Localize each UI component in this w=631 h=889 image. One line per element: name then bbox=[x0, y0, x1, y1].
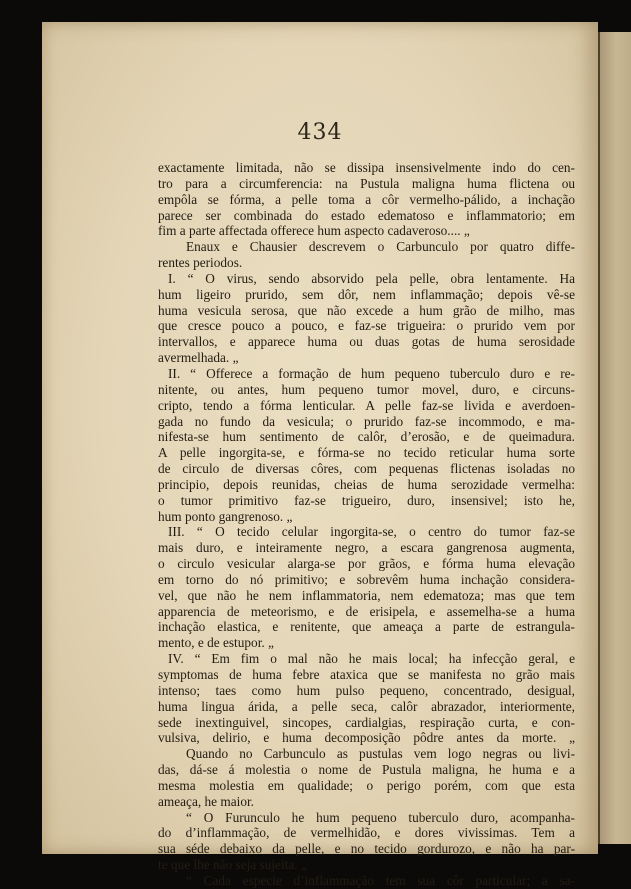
book-page bbox=[42, 22, 598, 888]
page-number: 434 bbox=[297, 120, 343, 145]
text-line: I. “ O virus, sendo absorvido pela pelle, obra lentamente. Ha bbox=[168, 270, 575, 286]
text-line: que cresce pouco a pouco, e faz-se trigueira: o prurido vem por bbox=[158, 318, 575, 334]
text-line: Quando no Carbunculo as pustulas vem logo negras ou livi- bbox=[186, 746, 575, 762]
text-line: mento, e de estupor. „ bbox=[158, 635, 274, 651]
text-line: intervallos, e apparece huma ou duas gotas de huma serosidade bbox=[158, 334, 575, 350]
text-line: huma vesicula serosa, que não excede a hum grão de milho, mas bbox=[158, 302, 575, 318]
text-line: III. “ O tecido celular ingorgita-se, o centro do tumor faz-se bbox=[168, 524, 575, 540]
text-line: empôla se fórma, a pelle toma a côr vermelho-pálido, a inchação bbox=[158, 191, 575, 207]
text-line: II. “ Offerece a formação de hum pequeno tuberculo duro e re- bbox=[168, 365, 575, 381]
text-line: intenso; taes como hum pulso pequeno, concentrado, desigual, bbox=[158, 682, 575, 698]
text-line: de circulo de diversas côres, com pequenas flictenas isoladas no bbox=[158, 461, 575, 477]
text-line: do d’inflammação, de vermelhidão, e dores vivissimas. Tem a bbox=[158, 825, 575, 841]
text-line: principio, depois reunidas, cheias de huma serozidade vermelha: bbox=[158, 476, 575, 492]
text-line: vel, que não he nem inflammatoria, nem edematoza; mas que tem bbox=[158, 587, 575, 603]
text-line: inchação elastica, e renitente, que ameaça a parte de estrangula- bbox=[158, 619, 575, 635]
text-line: cripto, tendo a fórma lenticular. A pelle faz-se livida e averdoen- bbox=[158, 397, 575, 413]
text-line: A pelle ingorgita-se, e fórma-se no tecido reticular huma sorte bbox=[158, 445, 575, 461]
adjacent-page-edge bbox=[598, 32, 631, 844]
text-line: nifesta-se hum sentimento de calôr, d’erosão, e de queimadura. bbox=[158, 429, 575, 445]
text-line: fim a parte affectada offerece hum aspecto cadaveroso.... „ bbox=[158, 223, 470, 239]
text-line: sede inextinguivel, sincopes, cardialgias, respiração curta, e con- bbox=[158, 714, 575, 730]
text-line: “ O Furunculo he hum pequeno tuberculo duro, acompanha- bbox=[186, 809, 575, 825]
text-line: vulsiva, delirio, e huma decomposição pôdre antes da morte. „ bbox=[158, 730, 575, 746]
text-line: o tumor primitivo faz-se trigueiro, duro, insensivel; isto he, bbox=[158, 492, 575, 508]
text-line: symptomas de huma febre ataxica que se manifesta no grão mais bbox=[158, 667, 575, 682]
text-line: das, dá-se á molestia o nome de Pustula maligna, he huma e a bbox=[158, 762, 575, 778]
text-line: hum ponto gangrenoso. „ bbox=[158, 508, 293, 524]
text-line: hum ligeiro prurido, sem dôr, nem inflammação; depois vê-se bbox=[158, 286, 575, 302]
text-line: mais duro, e inteiramente negro, a escara gangrenosa augmenta, bbox=[158, 540, 575, 556]
body-text bbox=[158, 160, 575, 889]
text-line: exactamente limitada, não se dissipa insensivelmente indo do cen- bbox=[158, 160, 575, 175]
text-line: huma lingua árida, a pelle seca, calôr abrazador, interiormente, bbox=[158, 698, 575, 714]
text-line: “ Cada especie d’inflammação tem sua côr particular; a sa- bbox=[186, 872, 575, 888]
text-line: gada no fundo da vesicula; o prurido faz-se incommodo, e ma- bbox=[158, 413, 575, 429]
text-line: tro para a circumferencia: na Pustula maligna huma flictena ou bbox=[158, 175, 575, 191]
text-line: IV. “ Em fim o mal não he mais local; ha infecção geral, e bbox=[168, 651, 575, 667]
text-line: rentes periodos. bbox=[158, 255, 243, 271]
text-line: sua séde debaixo da pelle, e no tecido gordurozo, e não ha par- bbox=[158, 841, 575, 857]
text-line: mesma molestia em qualidade; o perigo porém, com que esta bbox=[158, 777, 575, 793]
text-line: parece ser combinada do estado edematoso e inflammatorio; em bbox=[158, 207, 575, 223]
text-line: apparencia de meteorismo, e de erisipela, e assemelha-se a huma bbox=[158, 603, 575, 619]
text-line: avermelhada. „ bbox=[158, 350, 239, 366]
text-line: ameaça, he maior. bbox=[158, 793, 254, 809]
text-line: em torno do nó primitivo; e sobrevêm huma inchação considera- bbox=[158, 571, 575, 587]
text-line: te que lhe não seja sujeita. „ bbox=[158, 857, 307, 873]
text-line: Enaux e Chausier descrevem o Carbunculo por quatro diffe- bbox=[186, 239, 575, 255]
text-line: o circulo vesicular alarga-se por grãos, e fórma huma elevação bbox=[158, 556, 575, 572]
text-line: nitente, ou antes, hum pequeno tumor movel, duro, e circuns- bbox=[158, 381, 575, 397]
